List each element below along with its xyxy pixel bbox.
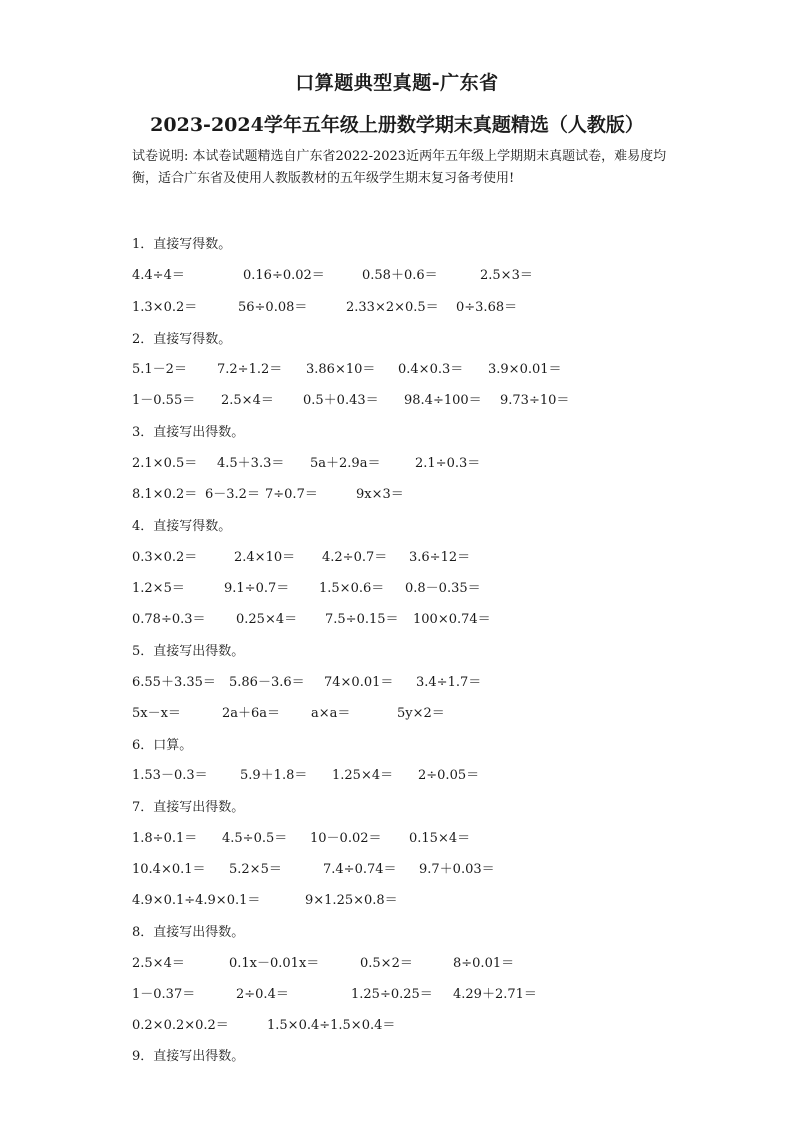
arithmetic-problem: 2.5×4＝ (221, 393, 274, 408)
arithmetic-problem: 1.2×5＝ (132, 581, 185, 596)
arithmetic-problem: 7÷0.7＝ (265, 487, 318, 502)
arithmetic-problem: 2.4×10＝ (234, 550, 296, 565)
arithmetic-problem: 1.8÷0.1＝ (132, 831, 198, 846)
arithmetic-problem: 0÷3.68＝ (456, 300, 518, 315)
arithmetic-problem: 4.9×0.1÷4.9×0.1＝ (132, 893, 261, 908)
problem-row (0, 546, 794, 566)
question-heading: 6．口算。 (132, 738, 193, 753)
problem-row (0, 671, 794, 691)
arithmetic-problem: 1.25÷0.25＝ (351, 987, 433, 1002)
arithmetic-problem: 8.1×0.2＝ (132, 487, 198, 502)
arithmetic-problem: 5.1－2＝ (132, 362, 187, 377)
page-title: 口算题典型真题-广东省 (295, 72, 499, 94)
arithmetic-problem: 5y×2＝ (397, 706, 445, 721)
problem-row (0, 452, 794, 472)
arithmetic-problem: 2.5×3＝ (480, 268, 533, 283)
arithmetic-problem: 100×0.74＝ (413, 612, 491, 627)
arithmetic-problem: 1.5×0.6＝ (319, 581, 385, 596)
arithmetic-problem: 74×0.01＝ (324, 675, 394, 690)
problem-row (0, 1014, 794, 1034)
arithmetic-problem: 98.4÷100＝ (404, 393, 482, 408)
arithmetic-problem: 0.5＋0.43＝ (303, 393, 379, 408)
arithmetic-problem: 4.5÷0.5＝ (222, 831, 288, 846)
arithmetic-problem: 0.16÷0.02＝ (243, 268, 325, 283)
question-heading: 7．直接写出得数。 (132, 800, 245, 815)
arithmetic-problem: 10－0.02＝ (310, 831, 382, 846)
arithmetic-problem: 10.4×0.1＝ (132, 862, 206, 877)
arithmetic-problem: 1－0.55＝ (132, 393, 196, 408)
arithmetic-problem: 3.4÷1.7＝ (416, 675, 482, 690)
arithmetic-problem: 6－3.2＝ (205, 487, 260, 502)
problem-row (0, 983, 794, 1003)
arithmetic-problem: 0.4×0.3＝ (398, 362, 464, 377)
arithmetic-problem: 0.8－0.35＝ (405, 581, 481, 596)
arithmetic-problem: 3.86×10＝ (306, 362, 376, 377)
arithmetic-problem: 7.5÷0.15＝ (325, 612, 399, 627)
arithmetic-problem: 1.5×0.4÷1.5×0.4＝ (267, 1018, 396, 1033)
arithmetic-problem: 1－0.37＝ (132, 987, 196, 1002)
arithmetic-problem: 0.15×4＝ (409, 831, 471, 846)
question-heading: 4．直接写得数。 (132, 519, 232, 534)
problem-row (0, 764, 794, 784)
arithmetic-problem: 2.33×2×0.5＝ (346, 300, 439, 315)
arithmetic-problem: 1.3×0.2＝ (132, 300, 198, 315)
arithmetic-problem: 7.4÷0.74＝ (323, 862, 397, 877)
arithmetic-problem: 5a＋2.9a＝ (310, 456, 381, 471)
arithmetic-problem: 5.86－3.6＝ (229, 675, 305, 690)
question-heading: 1．直接写得数。 (132, 237, 232, 252)
problem-row (0, 827, 794, 847)
question-heading: 2．直接写得数。 (132, 332, 232, 347)
arithmetic-problem: 2÷0.4＝ (236, 987, 289, 1002)
problem-row (0, 702, 794, 722)
arithmetic-problem: 2.1÷0.3＝ (415, 456, 481, 471)
arithmetic-problem: 1.25×4＝ (332, 768, 394, 783)
arithmetic-problem: 0.5×2＝ (360, 956, 413, 971)
arithmetic-problem: 3.9×0.01＝ (488, 362, 562, 377)
question-heading: 5．直接写出得数。 (132, 644, 245, 659)
arithmetic-problem: 2a＋6a＝ (222, 706, 281, 721)
arithmetic-problem: 6.55＋3.35＝ (132, 675, 216, 690)
arithmetic-problem: 2÷0.05＝ (418, 768, 480, 783)
arithmetic-problem: 3.6÷12＝ (409, 550, 471, 565)
arithmetic-problem: 2.5×4＝ (132, 956, 185, 971)
problem-row (0, 608, 794, 628)
arithmetic-problem: a×a＝ (311, 706, 351, 721)
problem-row (0, 296, 794, 316)
arithmetic-problem: 7.2÷1.2＝ (217, 362, 283, 377)
page-subtitle: 2023-2024学年五年级上册数学期末真题精选（人教版） (150, 114, 644, 136)
problem-row (0, 858, 794, 878)
arithmetic-problem: 0.2×0.2×0.2＝ (132, 1018, 229, 1033)
problem-row (0, 889, 794, 909)
arithmetic-problem: 9.1÷0.7＝ (224, 581, 290, 596)
arithmetic-problem: 9.73÷10＝ (500, 393, 570, 408)
arithmetic-problem: 4.4÷4＝ (132, 268, 185, 283)
problem-row (0, 264, 794, 284)
problem-row (0, 389, 794, 409)
arithmetic-problem: 0.3×0.2＝ (132, 550, 198, 565)
arithmetic-problem: 0.25×4＝ (236, 612, 298, 627)
problem-row (0, 577, 794, 597)
arithmetic-problem: 4.5＋3.3＝ (217, 456, 285, 471)
question-heading: 9．直接写出得数。 (132, 1049, 245, 1064)
exam-intro: 试卷说明: 本试卷试题精选自广东省2022-2023近两年五年级上学期期末真题试卷，难易度均衡，适合广东省及使用人教版教材的五年级学生期末复习备考使用! (132, 149, 667, 186)
problem-row (0, 483, 794, 503)
problem-row (0, 952, 794, 972)
arithmetic-problem: 4.29＋2.71＝ (453, 987, 537, 1002)
arithmetic-problem: 9.7＋0.03＝ (419, 862, 495, 877)
arithmetic-problem: 2.1×0.5＝ (132, 456, 198, 471)
arithmetic-problem: 5x－x＝ (132, 706, 181, 721)
arithmetic-problem: 0.58＋0.6＝ (362, 268, 438, 283)
arithmetic-problem: 8÷0.01＝ (453, 956, 515, 971)
problem-row (0, 358, 794, 378)
arithmetic-problem: 5.9＋1.8＝ (240, 768, 308, 783)
arithmetic-problem: 5.2×5＝ (229, 862, 282, 877)
arithmetic-problem: 9×1.25×0.8＝ (305, 893, 398, 908)
arithmetic-problem: 56÷0.08＝ (238, 300, 308, 315)
arithmetic-problem: 4.2÷0.7＝ (322, 550, 388, 565)
arithmetic-problem: 0.78÷0.3＝ (132, 612, 206, 627)
question-heading: 8．直接写出得数。 (132, 925, 245, 940)
arithmetic-problem: 0.1x－0.01x＝ (229, 956, 320, 971)
question-heading: 3．直接写出得数。 (132, 425, 245, 440)
arithmetic-problem: 9x×3＝ (356, 487, 404, 502)
arithmetic-problem: 1.53－0.3＝ (132, 768, 208, 783)
